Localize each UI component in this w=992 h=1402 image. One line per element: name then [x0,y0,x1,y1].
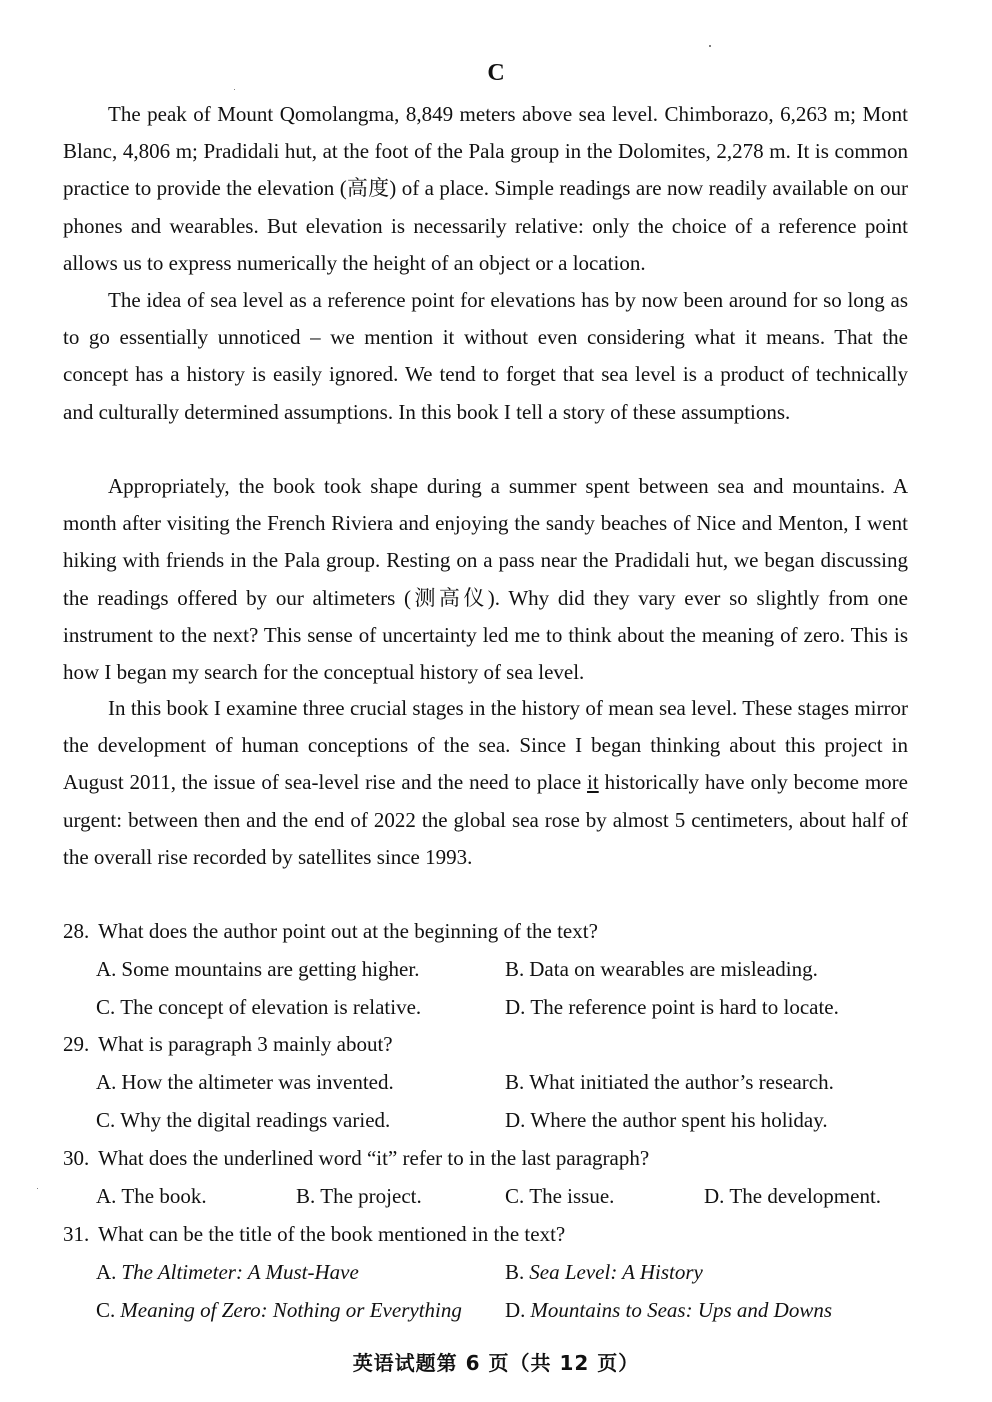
option-text: The book. [121,1184,207,1208]
question-29 [63,1029,393,1059]
option-text: Where the author spent his holiday. [530,1108,828,1132]
option-28-a[interactable] [96,954,419,984]
passage-paragraph-3: Appropriately, the book took shape during a summer spent between sea and mountains. A month after visiting the French Riviera and enjoying the sandy beaches of Nice and Menton, I went hiking with friends in the Pala group. Resting on a pass near the Pradidali hut, we began discussing the readings offered by our altimeters (测高仪). Why did they vary ever so slightly from one instrument to the next? This sense of uncertainty led me to think about the meaning of zero. This is how I began my search for the conceptual history of sea level. [63,474,908,685]
option-label: C. [96,1108,116,1132]
scan-speck [234,89,235,90]
option-28-b[interactable] [505,954,818,984]
option-30-c[interactable] [505,1181,614,1211]
option-text: The project. [320,1184,422,1208]
question-number: 31. [63,1222,90,1246]
option-30-d[interactable] [704,1181,881,1211]
passage-paragraph-1: The peak of Mount Qomolangma, 8,849 meters above sea level. Chimborazo, 6,263 m; Mont Blanc, 4,806 m; Pradidali hut, at the foot of the Pala group in the Dolomites, 2,278 m. It is common practice to provide the elevation (高度) of a place. Simple readings are now readily available on our phones and wearables. But elevation is necessarily relative: only the choice of a reference point allows us to express numerically the height of an object or a location. [63,102,908,275]
passage-paragraph-4 [63,690,908,876]
question-number: 28. [63,919,90,943]
scan-speck [709,45,711,47]
option-label: D. [505,1298,526,1322]
question-text: What does the underlined word “it” refer to in the last paragraph? [98,1146,650,1170]
option-label: C. [96,1298,116,1322]
option-30-a[interactable] [96,1181,207,1211]
page-footer: 英语试题第 6 页（共 12 页） [352,1351,640,1375]
question-31 [63,1219,565,1249]
question-number: 29. [63,1032,90,1056]
option-text: The concept of elevation is relative. [120,995,422,1019]
option-label: C. [505,1184,525,1208]
option-label: B. [505,1260,525,1284]
option-29-d[interactable] [505,1105,828,1135]
option-28-c[interactable] [96,992,421,1022]
option-text: Why the digital readings varied. [120,1108,391,1132]
option-label: B. [505,1070,525,1094]
option-label: B. [296,1184,316,1208]
option-label: D. [505,1108,526,1132]
option-31-a[interactable] [96,1257,359,1287]
question-text: What can be the title of the book mentioned in the text? [98,1222,566,1246]
option-text: What initiated the author’s research. [529,1070,834,1094]
scan-speck [37,1188,38,1189]
option-text: The issue. [529,1184,615,1208]
option-label: D. [505,995,526,1019]
question-text: What does the author point out at the beginning of the text? [98,919,598,943]
option-29-b[interactable] [505,1067,834,1097]
option-text: Meaning of Zero: Nothing or Everything [120,1298,462,1322]
option-text: The Altimeter: A Must-Have [121,1260,359,1284]
paragraph-text: historically have only become more urgent: between then and the end of 2022 the global sea rose by almost 5 centimeters, about half of the overall rise recorded by satellites since 1993. [63,770,908,869]
option-text: Mountains to Seas: Ups and Downs [530,1298,833,1322]
question-text: What is paragraph 3 mainly about? [98,1032,393,1056]
option-31-c[interactable] [96,1295,462,1325]
option-label: A. [96,1260,117,1284]
option-text: Data on wearables are misleading. [529,957,818,981]
option-31-b[interactable] [505,1257,703,1287]
option-label: B. [505,957,525,981]
question-28 [63,916,598,946]
option-29-a[interactable] [96,1067,394,1097]
option-text: Some mountains are getting higher. [121,957,420,981]
option-label: C. [96,995,116,1019]
option-text: The reference point is hard to locate. [530,995,839,1019]
question-30 [63,1143,649,1173]
option-label: A. [96,1070,117,1094]
option-28-d[interactable] [505,992,839,1022]
underlined-word: it [587,770,599,795]
option-label: A. [96,957,117,981]
option-30-b[interactable] [296,1181,422,1211]
paragraph-text: In this book I examine three crucial stages in the history of mean sea level. These stages mirror the development of human conceptions of the sea. Since I began thinking about this project in August 2011, the issue of sea-level rise and the need to place [63,696,908,795]
option-31-d[interactable] [505,1295,832,1325]
option-text: The development. [729,1184,882,1208]
passage-paragraph-2: The idea of sea level as a reference point for elevations has by now been around for so long as to go essentially unnoticed – we mention it without even considering what it means. That the concept has a history is easily ignored. We tend to forget that sea level is a product of technically and culturally determined assumptions. In this book I tell a story of these assumptions. [63,288,908,424]
section-heading: C [487,60,505,86]
option-label: A. [96,1184,117,1208]
question-number: 30. [63,1146,90,1170]
option-29-c[interactable] [96,1105,390,1135]
option-text: Sea Level: A History [529,1260,703,1284]
option-text: How the altimeter was invented. [121,1070,394,1094]
option-label: D. [704,1184,725,1208]
